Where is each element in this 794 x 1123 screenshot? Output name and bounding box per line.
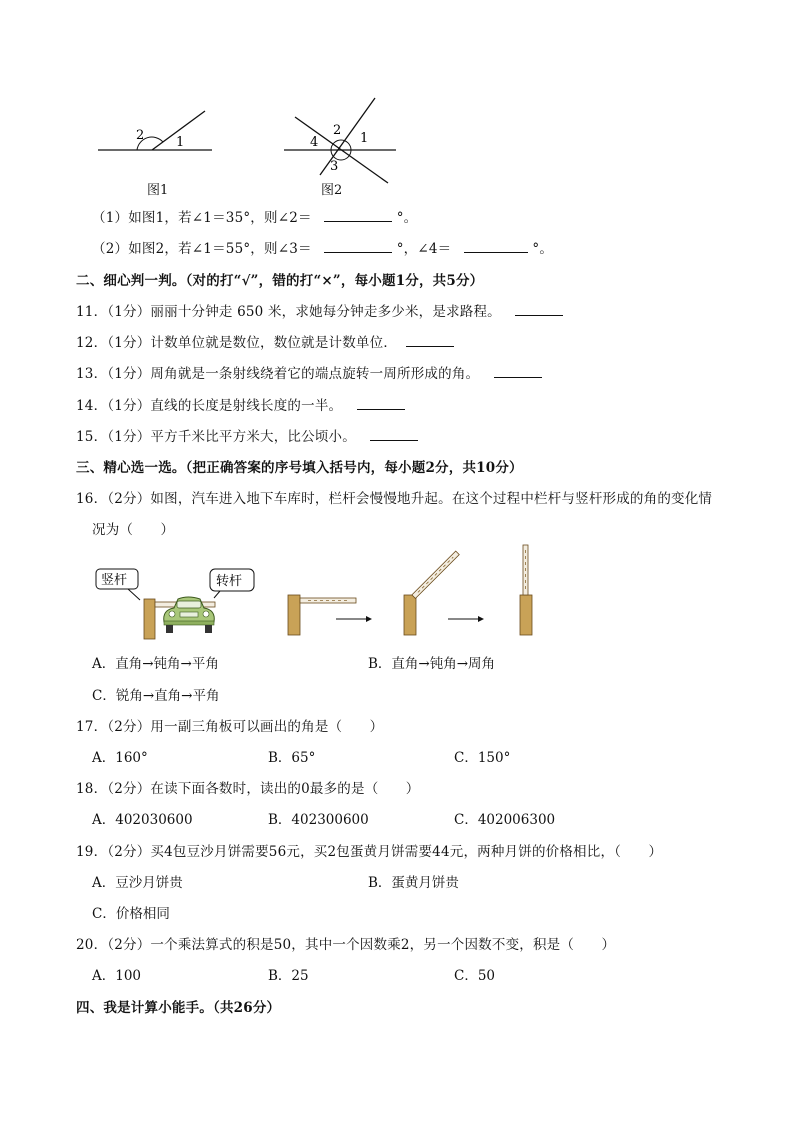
fig-question-2 — [92, 237, 553, 257]
vertical-pole-label: 竖杆 — [101, 573, 128, 588]
question-17: 17．（2分）用一副三角板可以画出的角是（ ） — [76, 719, 384, 735]
question-text: 12．（1分）计数单位就是数位，数位就是计数单位． — [76, 335, 398, 351]
answer-blank[interactable] — [324, 241, 392, 253]
option-c[interactable]: C．150° — [454, 750, 511, 766]
option-c[interactable]: C．50 — [454, 968, 496, 984]
option-b[interactable]: B．25 — [268, 968, 309, 984]
question-13 — [76, 362, 542, 382]
answer-blank[interactable] — [324, 210, 392, 222]
option-b[interactable]: B．402300600 — [268, 812, 369, 828]
fig2-angle-label-4: 4 — [310, 135, 319, 150]
question-20: 20．（2分）一个乘法算式的积是50，其中一个因数乘2，另一个因数不变，积是（ ） — [76, 937, 616, 953]
option-c[interactable]: C．价格相同 — [92, 906, 170, 922]
fig1-angle-label-1: 1 — [176, 135, 185, 150]
option-a[interactable]: A．100 — [92, 968, 142, 984]
fig-question-1-text: （1）如图1，若∠1＝35°，则∠2＝ — [92, 210, 312, 226]
fig2-angle-label-1: 1 — [360, 131, 369, 146]
answer-blank[interactable] — [515, 304, 563, 316]
barrier-illustration — [92, 542, 552, 642]
fig-question-2-mid: °，∠4＝ — [396, 241, 452, 257]
question-16-line-2: 况为（ ） — [92, 522, 175, 538]
question-text: 14．（1分）直线的长度是射线长度的一半。 — [76, 398, 343, 414]
answer-blank[interactable] — [357, 398, 405, 410]
fig-question-1-end: °。 — [396, 210, 418, 226]
fig-question-2-end: °。 — [532, 241, 554, 257]
option-c[interactable]: C．锐角→直角→平角 — [92, 688, 220, 704]
question-text: 15．（1分）平方千米比平方米大，比公顷小。 — [76, 429, 356, 445]
fig2-angle-label-3: 3 — [330, 159, 339, 174]
figure-1-caption: 图1 — [147, 183, 169, 198]
section-heading: 三、精心选一选。（把正确答案的序号填入括号内，每小题2分，共10分） — [76, 460, 523, 476]
section-heading: 四、我是计算小能手。（共26分） — [76, 1000, 281, 1016]
barrier-stage-vertical — [520, 545, 532, 635]
section-heading: 二、细心判一判。（对的打“√”，错的打“×”，每小题1分，共5分） — [76, 273, 484, 289]
question-text: 13．（1分）周角就是一条射线绕着它的端点旋转一周所形成的角。 — [76, 366, 480, 382]
fig-question-2-text: （2）如图2，若∠1＝55°，则∠3＝ — [92, 241, 312, 257]
question-text: 11．（1分）丽丽十分钟走 650 米，求她每分钟走多少米，是求路程。 — [76, 304, 501, 320]
figure-1 — [98, 111, 212, 150]
rotating-pole-label: 转杆 — [216, 574, 243, 589]
fig2-angle-label-2: 2 — [333, 123, 342, 138]
car-scene — [96, 569, 254, 639]
question-16-line-1: 16．（2分）如图，汽车进入地下车库时，栏杆会慢慢地升起。在这个过程中栏杆与竖杆形成的角的变化情 — [76, 491, 713, 507]
question-12 — [76, 331, 454, 351]
option-b[interactable]: B．蛋黄月饼贵 — [368, 875, 459, 891]
option-a[interactable]: A．直角→钝角→平角 — [92, 656, 219, 672]
option-b[interactable]: B．65° — [268, 750, 316, 766]
question-15 — [76, 425, 418, 445]
arrow-icon — [336, 616, 372, 622]
arrow-icon — [448, 616, 484, 622]
option-a[interactable]: A．豆沙月饼贵 — [92, 875, 183, 891]
answer-blank[interactable] — [370, 429, 418, 441]
option-a[interactable]: A．402030600 — [92, 812, 193, 828]
answer-blank[interactable] — [464, 241, 528, 253]
answer-blank[interactable] — [494, 366, 542, 378]
question-11 — [76, 300, 563, 320]
barrier-stage-horizontal — [288, 595, 356, 635]
question-19: 19．（2分）买4包豆沙月饼需要56元，买2包蛋黄月饼需要44元，两种月饼的价格相比，（ ） — [76, 844, 663, 860]
angle-figures — [90, 95, 410, 205]
figure-2-caption: 图2 — [321, 183, 343, 198]
option-b[interactable]: B．直角→钝角→周角 — [368, 656, 496, 672]
figure-2 — [284, 98, 396, 183]
question-18: 18．（2分）在读下面各数时，读出的0最多的是（ ） — [76, 781, 420, 797]
barrier-stage-angled — [404, 551, 459, 635]
fig1-angle-label-2: 2 — [136, 128, 145, 143]
vertical-pole — [144, 599, 155, 639]
option-c[interactable]: C．402006300 — [454, 812, 556, 828]
question-14 — [76, 394, 405, 414]
option-a[interactable]: A．160° — [92, 750, 148, 766]
answer-blank[interactable] — [406, 335, 454, 347]
fig-question-1 — [92, 206, 417, 226]
